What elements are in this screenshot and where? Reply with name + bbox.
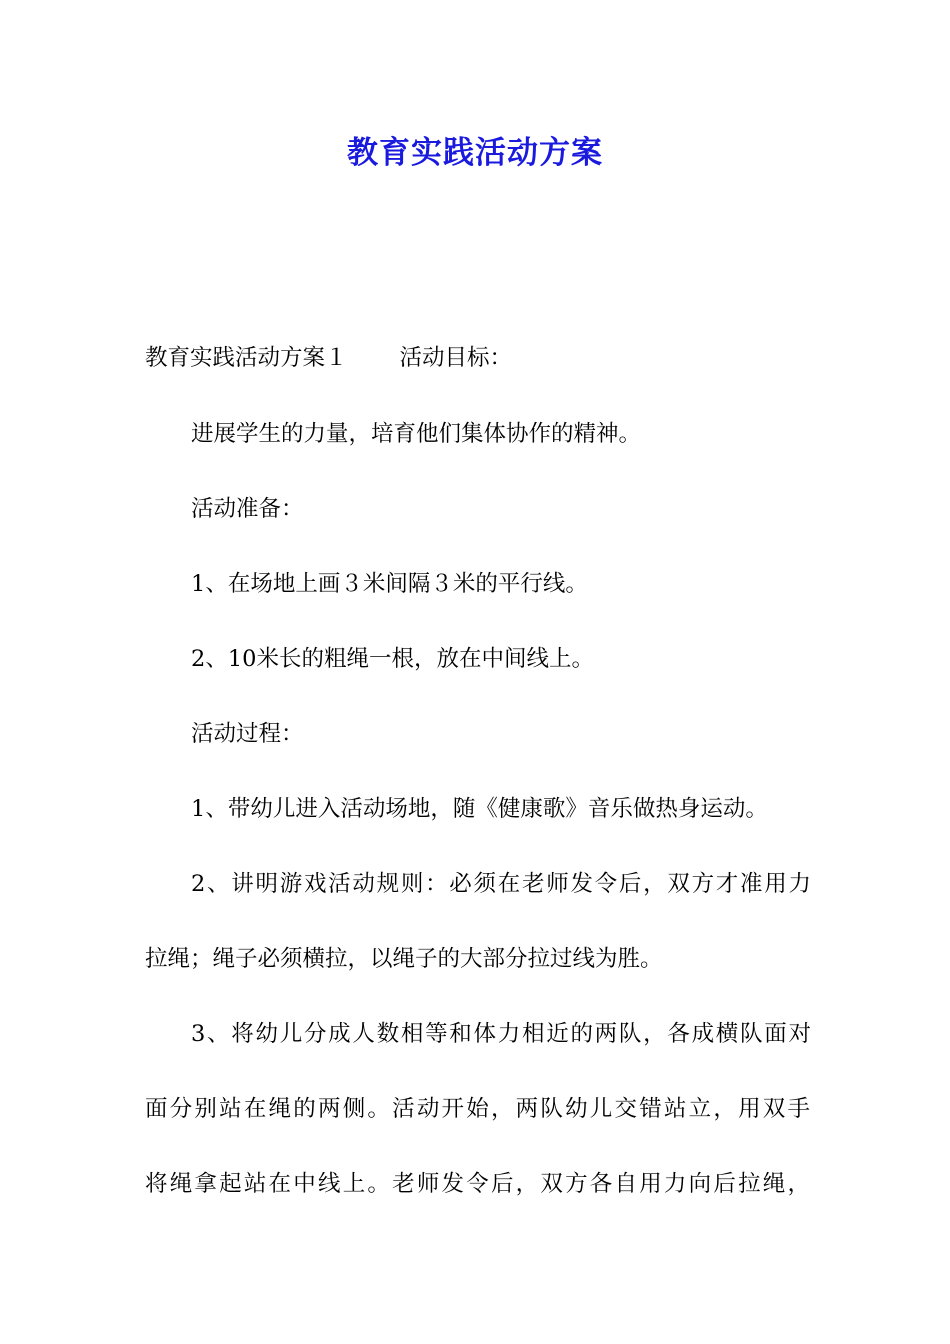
paragraph-line: 面分别站在绳的两侧。活动开始，两队幼儿交错站立，用双手 bbox=[145, 1096, 810, 1122]
section-heading-line bbox=[145, 338, 810, 378]
paragraph-line: 2、10米长的粗绳一根，放在中间线上。 bbox=[191, 646, 594, 672]
paragraph-line: 2、讲明游戏活动规则：必须在老师发令后，双方才准用力 bbox=[191, 871, 811, 897]
paragraph-line: 1、带幼儿进入活动场地，随《健康歌》音乐做热身运动。 bbox=[191, 796, 768, 822]
paragraph-line: 进展学生的力量，培育他们集体协作的精神。 bbox=[191, 421, 642, 447]
paragraph-line: 3、将幼儿分成人数相等和体力相近的两队，各成横队面对 bbox=[191, 1021, 811, 1047]
paragraph-line: 将绳拿起站在中线上。老师发令后，双方各自用力向后拉绳， bbox=[145, 1171, 810, 1197]
paragraph-line: 1、在场地上画３米间隔３米的平行线。 bbox=[191, 571, 588, 597]
paragraph-line: 拉绳；绳子必须横拉，以绳子的大部分拉过线为胜。 bbox=[145, 946, 663, 972]
section-subheading: 活动目标： bbox=[399, 345, 513, 371]
paragraph-line: 活动过程： bbox=[191, 721, 304, 747]
section-heading: 教育实践活动方案１ bbox=[145, 345, 348, 371]
page-title: 教育实践活动方案 bbox=[347, 135, 603, 171]
paragraph-line: 活动准备： bbox=[191, 496, 304, 522]
